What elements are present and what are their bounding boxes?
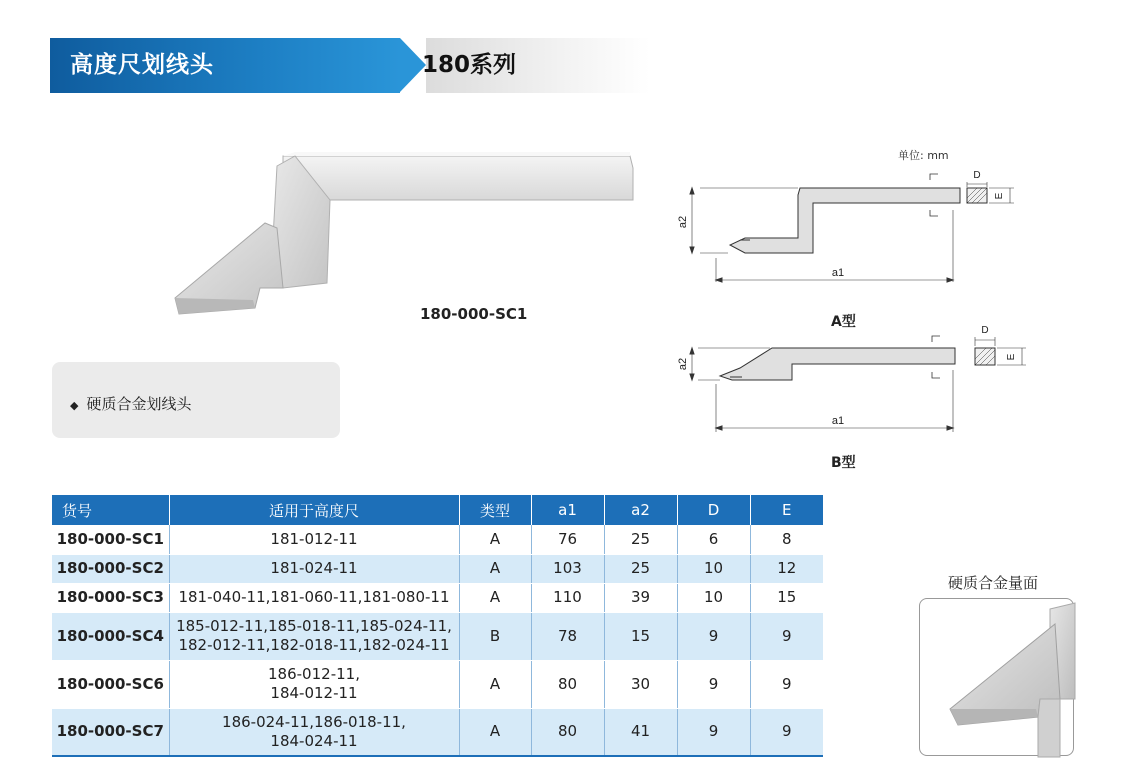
col-header-d: D <box>677 495 750 525</box>
col-header-e: E <box>750 495 823 525</box>
cell-e: 9 <box>750 612 823 660</box>
cell-a1: 80 <box>531 708 604 756</box>
cell-a1: 80 <box>531 660 604 708</box>
type-a-label: A型 <box>831 314 856 330</box>
cell-fits-line: 185-012-11,185-018-11,185-024-11, <box>176 617 452 635</box>
unit-label: 单位: mm <box>898 149 949 162</box>
technical-drawing <box>677 140 1040 480</box>
type-a-drawing <box>690 174 1014 282</box>
cell-fits <box>169 660 459 708</box>
cell-code: 180-000-SC1 <box>52 525 169 554</box>
cell-fits-line: 182-012-11,182-018-11,182-024-11 <box>178 636 450 654</box>
cell-a2: 25 <box>604 525 677 554</box>
cell-type: A <box>459 583 531 612</box>
cell-fits <box>169 612 459 660</box>
cell-e: 12 <box>750 554 823 583</box>
cell-e: 8 <box>750 525 823 554</box>
cell-fits <box>169 708 459 756</box>
header-banner <box>50 38 650 93</box>
cell-fits-line: 186-024-11,186-018-11, <box>222 712 406 731</box>
cell-a2: 41 <box>604 708 677 756</box>
cell-a2: 30 <box>604 660 677 708</box>
dim-a2-label-b: a2 <box>677 357 689 371</box>
cell-type: A <box>459 660 531 708</box>
table-row <box>52 554 823 583</box>
col-header-code: 货号 <box>52 495 169 525</box>
series-title: 180系列 <box>422 52 517 78</box>
cell-type: A <box>459 525 531 554</box>
cell-a2: 39 <box>604 583 677 612</box>
cell-code: 180-000-SC7 <box>52 708 169 756</box>
carbide-tip-illustration <box>920 599 1075 757</box>
product-code: 180-000-SC1 <box>420 305 528 323</box>
dim-d-label-b: D <box>981 325 989 336</box>
col-header-fits: 适用于高度尺 <box>169 495 459 525</box>
table-row <box>52 583 823 612</box>
cell-a2: 25 <box>604 554 677 583</box>
product-photo <box>165 148 645 323</box>
cell-a1: 110 <box>531 583 604 612</box>
dim-a2-label-a: a2 <box>677 215 689 229</box>
col-header-type: 类型 <box>459 495 531 525</box>
dim-d-label-a: D <box>973 170 981 181</box>
cell-type: B <box>459 612 531 660</box>
carbide-face-image <box>919 598 1074 756</box>
cell-a1: 103 <box>531 554 604 583</box>
cell-e: 9 <box>750 660 823 708</box>
feature-box <box>52 362 340 438</box>
cell-fits-line: 186-012-11, <box>268 665 360 683</box>
type-b-label: B型 <box>831 455 856 471</box>
cell-code: 180-000-SC3 <box>52 583 169 612</box>
spec-table <box>52 495 823 757</box>
cell-d: 9 <box>677 612 750 660</box>
cell-code: 180-000-SC4 <box>52 612 169 660</box>
table-row <box>52 660 823 708</box>
carbide-face-label: 硬质合金量面 <box>948 574 1039 592</box>
col-header-a1: a1 <box>531 495 604 525</box>
cell-e: 9 <box>750 708 823 756</box>
page-title: 高度尺划线头 <box>70 52 214 78</box>
cell-d: 6 <box>677 525 750 554</box>
dim-e-label-a: E <box>994 192 1005 200</box>
cell-d: 10 <box>677 554 750 583</box>
cell-fits-line: 181-024-11 <box>270 559 358 577</box>
type-b-drawing <box>690 336 1026 432</box>
table-header-row <box>52 495 823 525</box>
cell-a2: 15 <box>604 612 677 660</box>
table-row <box>52 525 823 554</box>
cell-d: 9 <box>677 660 750 708</box>
table-row <box>52 708 823 756</box>
cell-fits-line: 184-024-11 <box>270 731 358 750</box>
cell-fits-line: 181-012-11 <box>270 529 358 548</box>
cell-fits <box>169 525 459 554</box>
col-header-a2: a2 <box>604 495 677 525</box>
cell-type: A <box>459 554 531 583</box>
cell-a1: 78 <box>531 612 604 660</box>
cell-fits-line: 181-040-11,181-060-11,181-080-11 <box>178 588 450 606</box>
cell-type: A <box>459 708 531 756</box>
dim-e-label-b: E <box>1006 353 1017 361</box>
cell-a1: 76 <box>531 525 604 554</box>
cell-code: 180-000-SC6 <box>52 660 169 708</box>
cell-fits-line: 184-012-11 <box>270 684 358 702</box>
table-row <box>52 612 823 660</box>
cell-d: 10 <box>677 583 750 612</box>
feature-item <box>70 393 191 414</box>
cell-fits <box>169 554 459 583</box>
dim-a1-label-b: a1 <box>831 415 845 427</box>
cell-fits <box>169 583 459 612</box>
cell-d: 9 <box>677 708 750 756</box>
cell-e: 15 <box>750 583 823 612</box>
diamond-bullet-icon: ◆ <box>70 399 79 412</box>
feature-text: 硬质合金划线头 <box>86 395 192 413</box>
cell-code: 180-000-SC2 <box>52 554 169 583</box>
dim-a1-label-a: a1 <box>831 267 845 279</box>
